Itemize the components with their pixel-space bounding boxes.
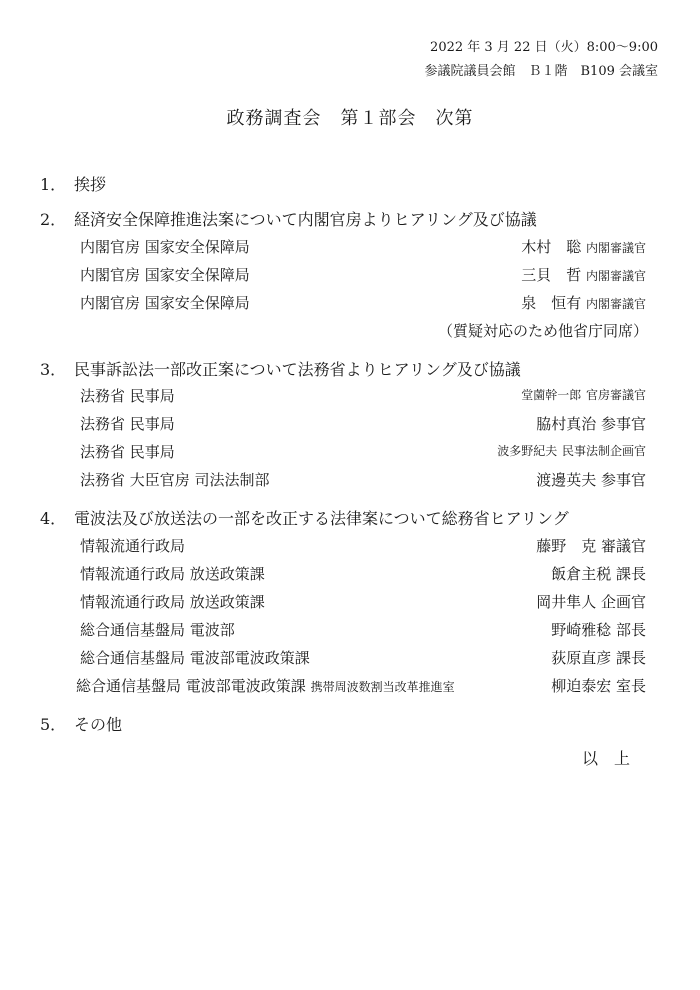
attendee-name: 野崎雅稔 <box>551 621 612 639</box>
attendee-row <box>76 675 646 697</box>
attendee-row <box>80 441 646 463</box>
meeting-venue: 参議院議員会館 Ｂ１階 B109 会議室 <box>424 64 658 79</box>
attendee-position: 課長 <box>615 565 646 583</box>
attendee-organization: 法務省 民事局 <box>80 443 175 461</box>
section-note: （質疑対応のため他省庁同席） <box>437 322 648 340</box>
section-1-heading <box>40 172 106 195</box>
attendee-organization: 内閣官房 国家安全保障局 <box>80 294 250 312</box>
attendee-name: 脇村真治 <box>536 415 597 433</box>
attendee-organization: 法務省 大臣官房 司法法制部 <box>80 471 270 489</box>
attendee-sub-organization: 携帯周波数割当改革推進室 <box>310 680 455 694</box>
attendee-row <box>80 264 646 286</box>
attendee-name: 渡邊英夫 <box>536 471 597 489</box>
attendee-position: 内閣審議官 <box>585 297 646 311</box>
attendee-organization: 内閣官房 国家安全保障局 <box>80 238 250 256</box>
attendee-position: 参事官 <box>600 471 646 489</box>
attendee-organization: 総合通信基盤局 電波部 <box>80 621 235 639</box>
attendee-position: 内閣審議官 <box>585 269 646 283</box>
attendee-organization: 総合通信基盤局 電波部電波政策課 <box>76 677 306 695</box>
attendee-position: 審議官 <box>600 537 646 555</box>
attendee-position: 室長 <box>615 677 646 695</box>
attendee-organization: 情報流通行政局 放送政策課 <box>80 565 265 583</box>
attendee-name: 岡井隼人 <box>536 593 597 611</box>
attendee-organization: 情報流通行政局 <box>80 537 186 555</box>
attendee-row <box>80 647 646 669</box>
section-3-heading <box>40 357 521 380</box>
attendee-position: 企画官 <box>600 593 646 611</box>
attendee-row <box>80 469 646 491</box>
section-title: 電波法及び放送法の一部を改正する法律案について総務省ヒアリング <box>74 509 569 528</box>
attendee-organization: 情報流通行政局 放送政策課 <box>80 593 265 611</box>
section-number: 2． <box>40 210 67 229</box>
attendee-name: 泉 恒有 <box>521 294 582 312</box>
attendee-name: 木村 聡 <box>521 238 582 256</box>
attendee-row <box>80 292 646 314</box>
attendee-name: 飯倉主税 <box>551 565 612 583</box>
section-number: 1． <box>40 175 67 194</box>
attendee-organization: 内閣官房 国家安全保障局 <box>80 266 250 284</box>
meeting-datetime: 2022 年 3 月 22 日（火）8:00～9:00 <box>430 40 658 55</box>
attendee-name: 波多野紀夫 <box>497 444 558 458</box>
attendee-position: 部長 <box>615 621 646 639</box>
section-number: 3． <box>40 360 67 379</box>
section-title: 民事訴訟法一部改正案について法務省よりヒアリング及び協議 <box>74 360 521 379</box>
section-title: 挨拶 <box>74 175 107 194</box>
attendee-row <box>80 413 646 435</box>
section-title: 経済安全保障推進法案について内閣官房よりヒアリング及び協議 <box>74 210 537 229</box>
attendee-position: 参事官 <box>600 415 646 433</box>
section-number: 5． <box>40 715 67 734</box>
attendee-position: 内閣審議官 <box>585 241 646 255</box>
section-5-heading <box>40 712 122 735</box>
attendee-name: 荻原直彦 <box>551 649 612 667</box>
section-4-heading <box>40 506 569 529</box>
meeting-info <box>425 36 659 84</box>
closing-mark: 以上 <box>581 749 646 768</box>
section-number: 4． <box>40 509 67 528</box>
attendee-row <box>80 535 646 557</box>
attendee-row <box>80 385 646 407</box>
attendee-row <box>80 619 646 641</box>
attendee-row <box>80 591 646 613</box>
attendee-organization: 法務省 民事局 <box>80 387 175 405</box>
attendee-row <box>80 563 646 585</box>
attendee-name: 藤野 克 <box>536 537 597 555</box>
attendee-row <box>80 236 646 258</box>
attendee-name: 三貝 哲 <box>521 266 582 284</box>
attendee-organization: 法務省 民事局 <box>80 415 175 433</box>
attendee-position: 課長 <box>615 649 646 667</box>
attendee-position: 官房審議官 <box>585 388 646 402</box>
section-2-heading <box>40 207 537 230</box>
attendee-name: 柳迫泰宏 <box>551 677 612 695</box>
attendee-organization: 総合通信基盤局 電波部電波政策課 <box>80 649 310 667</box>
attendee-name: 堂薗幹一郎 <box>521 388 582 402</box>
section-title: その他 <box>74 715 123 734</box>
document-title: 政務調査会 第１部会 次第 <box>226 108 474 129</box>
attendee-position: 民事法制企画官 <box>561 444 646 458</box>
